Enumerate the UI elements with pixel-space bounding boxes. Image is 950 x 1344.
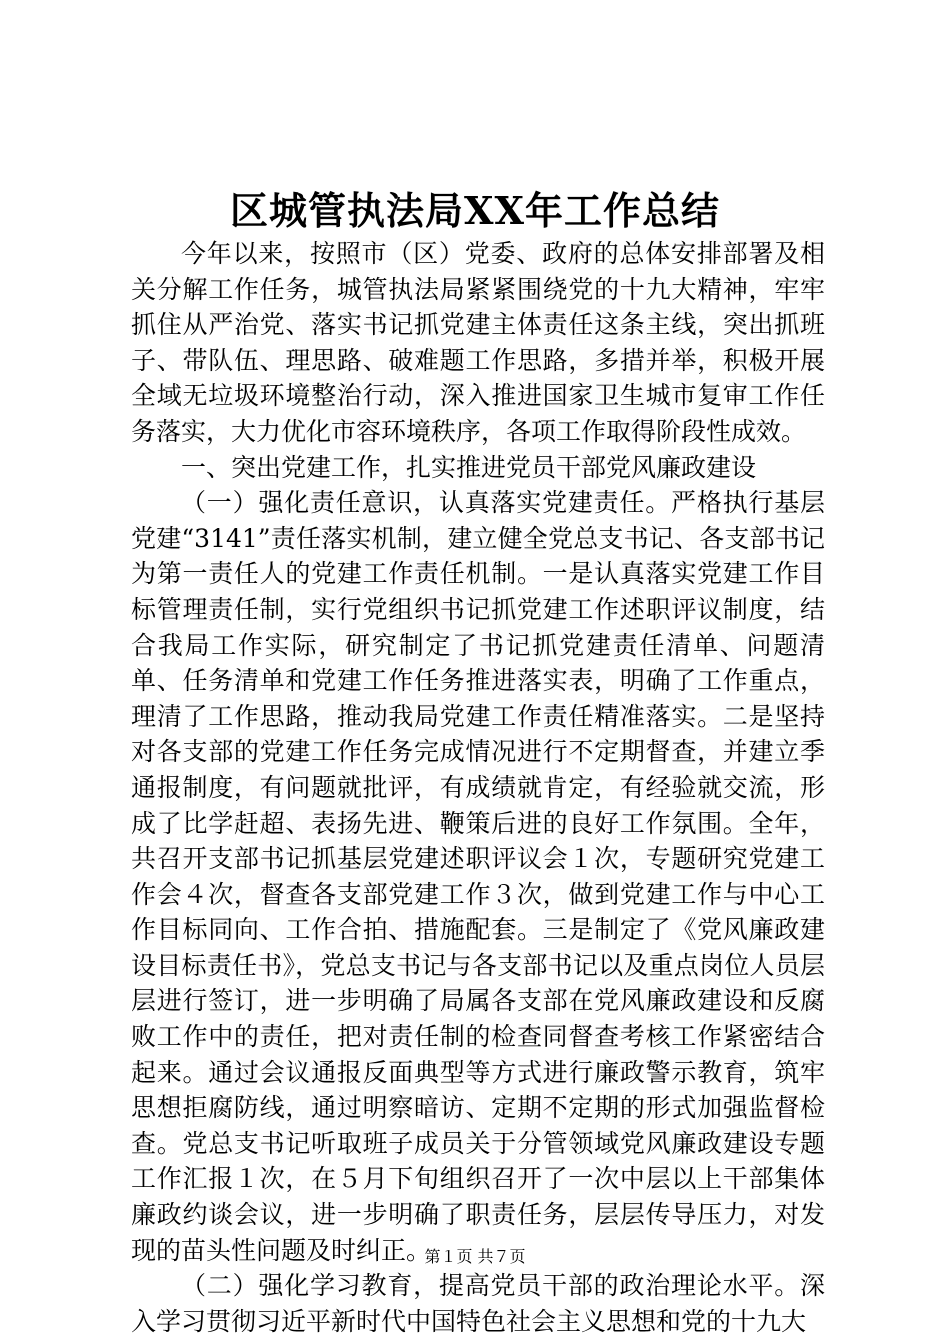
document-title: 区城管执法局XX年工作总结 (230, 188, 720, 233)
paragraph-subsection-2: （二）强化学习教育，提高党员干部的政治理论水平。深入学习贯彻习近平新时代中国特色社会主义思想和党的十九大 (131, 1271, 825, 1336)
section-heading-1: 一、突出党建工作，扎实推进党员干部党风廉政建设 (181, 452, 757, 482)
page-number: 第１页 共７页 (424, 1247, 526, 1266)
paragraph-intro: 今年以来，按照市（区）党委、政府的总体安排部署及相关分解工作任务，城管执法局紧紧围绕党的十九大精神，牢牢抓住从严治党、落实书记抓党建主体责任这条主线，突出抓班子、带队伍、理思路、破难题工作思路，多措并举，积极开展全域无垃圾环境整治行动，深入推进国家卫生城市复审工作任务落实，大力优化市容环境秩序，各项工作取得阶段性成效。 (131, 239, 825, 446)
paragraph-subsection-1: （一）强化责任意识，认真落实党建责任。严格执行基层党建“3141”责任落实机制，建立健全党总支书记、各支部书记为第一责任人的党建工作责任机制。一是认真落实党建工作目标管理责任制，实行党组织书记抓党建工作述职评议制度，结合我局工作实际，研究制定了书记抓党建责任清单、问题清单、任务清单和党建工作任务推进落实表，明确了工作重点，理清了工作思路，推动我局党建工作责任精准落实。二是坚持对各支部的党建工作任务完成情况进行不定期督查，并建立季通报制度，有问题就批评，有成绩就肯定，有经验就交流，形成了比学赶超、表扬先进、鞭策后进的良好工作氛围。全年，共召开支部书记抓基层党建述职评议会１次，专题研究党建工作会４次，督查各支部党建工作３次，做到党建工作与中心工作目标同向、工作合拍、措施配套。三是制定了《党风廉政建设目标责任书》，党总支书记与各支部书记以及重点岗位人员层层进行签订，进一步明确了局属各支部在党风廉政建设和反腐败工作中的责任，把对责任制的检查同督查考核工作紧密结合起来。通过会议通报反面典型等方式进行廉政警示教育，筑牢思想拒腐防线，通过明察暗访、定期不定期的形式加强监督检查。党总支书记听取班子成员关于分管领域党风廉政建设专题工作汇报１次，在５月下旬组织召开了一次中层以上干部集体廉政约谈会议，进一步明确了职责任务，层层传导压力，对发现的苗头性问题及时纠正。 (131, 488, 825, 1265)
document-body (131, 236, 825, 1339)
